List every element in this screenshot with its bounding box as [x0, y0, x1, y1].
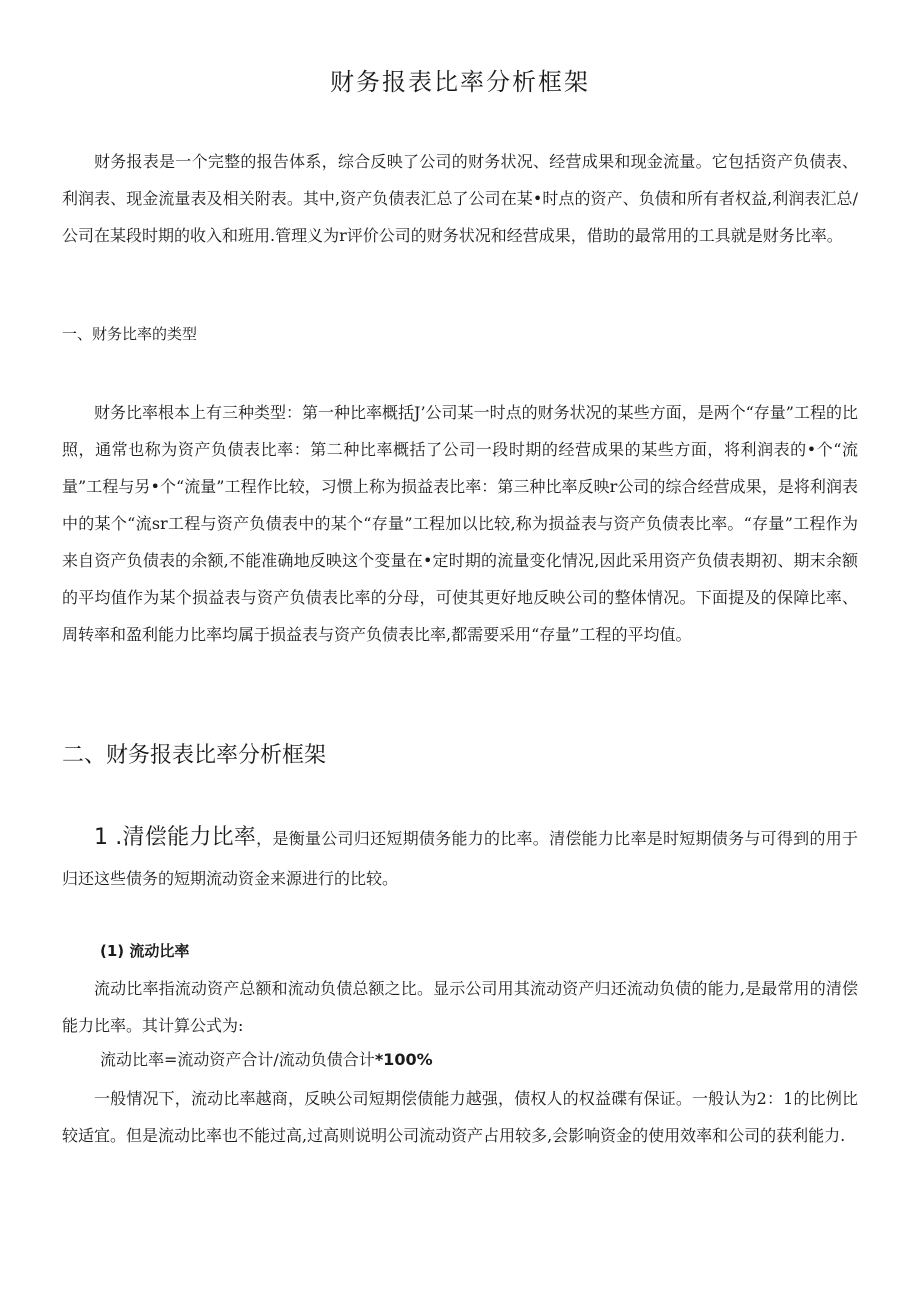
current-ratio-number: (1): [100, 942, 125, 960]
intro-paragraph: 财务报表是一个完整的报告体系，综合反映了公司的财务状况、经营成果和现金流量。它包括资产负债表、利润表、现金流量表及相关附表。其中,资产负债表汇总了公司在某•时点的资产、负债和所有者权益,利润表汇总/公司在某段时期的收入和班用.管理义为r评价公司的财务状况和经营成果，借助的最常用的工具就是财务比率。: [62, 152, 858, 245]
current-ratio-conclusion: 一般情况下，流动比率越商，反映公司短期偿债能力越强，债权人的权益碟有保证。一般认为2：1的比例比较适宜。但是流动比率也不能过高,过高则说明公司流动资产占用较多,会影响资金的使用效率和公司的获利能力.: [62, 1089, 858, 1145]
current-ratio-heading: [100, 940, 189, 961]
solvency-ratio-lead: 1 .清偿能力比率: [94, 825, 257, 850]
solvency-ratio-paragraph: [62, 818, 858, 899]
current-ratio-formula: [100, 1045, 433, 1075]
current-ratio-description: 流动比率指流动资产总额和流动负债总额之比。显示公司用其流动资产归还流动负债的能力,是最常用的清偿能力比率。其计算公式为:: [62, 979, 858, 1035]
formula-percent: *100%: [374, 1050, 433, 1069]
section-1-body: 财务比率根本上有三种类型：第一种比率概括J’公司某一时点的财务状况的某些方面，是两个“存量”工程的比照，通常也称为资产负债表比率：第二种比率概括了公司一段时期的经营成果的某些方面，将利润表的•个“流量”工程与另•个“流量”工程作比较，习惯上称为损益表比率：第三种比率反映r公司的综合经营成果，是将利润表中的某个“流sr工程与资产负债表中的某个“存量”工程加以比较,称为损益表与资产负债表比率。“存量”工程作为来自资产负债表的余额,不能准确地反映这个变量在•定时期的流量变化情况,因此采用资产负债表期初、期末余额的平均值作为某个损益表与资产负债表比率的分母，可使其更好地反映公司的整体情况。下面提及的保障比率、周转率和盈利能力比率均属于损益表与资产负债表比率,都需要采用“存量”工程的平均值。: [62, 403, 858, 644]
solvency-ratio-text: ，是衡量公司归还短期债务能力的比率。清偿能力比率是时短期债务与可得到的用于归还这些债务的短期流动资金来源进行的比较。: [62, 829, 858, 888]
section-2-heading: 二、财务报表比率分析框架: [62, 743, 327, 768]
current-ratio-title: 流动比率: [129, 942, 190, 960]
section-1-heading: 一、财务比率的类型: [62, 325, 198, 343]
document-title: 财务报表比率分析框架: [330, 68, 590, 96]
formula-text: 流动比率=流动资产合计/流动负债合计: [100, 1050, 375, 1069]
